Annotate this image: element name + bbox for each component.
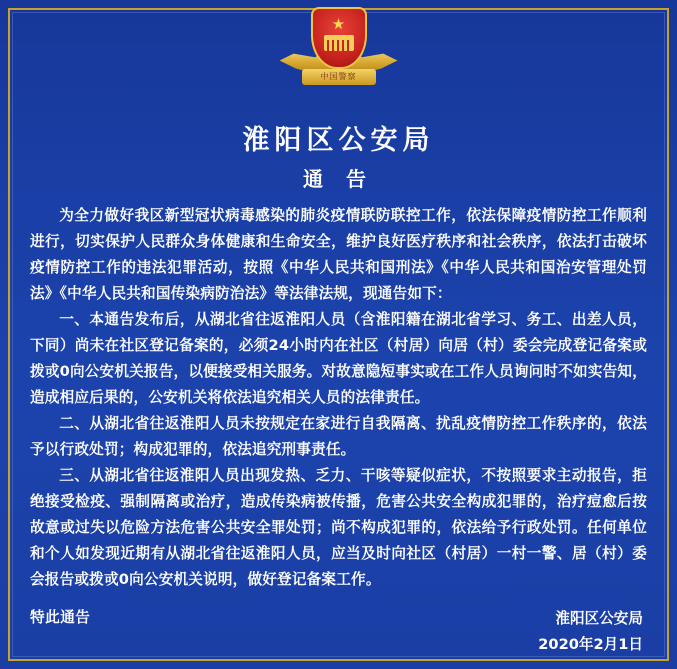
emblem-shield-icon bbox=[311, 7, 367, 69]
emblem-gate-icon bbox=[324, 35, 354, 51]
signature-issuer: 淮阳区公安局 bbox=[555, 610, 643, 627]
paragraph-item-3: 三、从湖北省往返淮阳人员出现发热、乏力、干咳等疑似症状，不按照要求主动报告，拒绝接受检疫、强制隔离或治疗，造成传染病被传播，危害公共安全构成犯罪的，治疗痘愈后按故意或过失以危险方法危害公共安全罪处罚；尚不构成犯罪的，依法给予行政处罚。任何单位和个人如发现近期有从湖北省往返淮阳人员，应当及时向社区（村居）一村一警、居（村）委会报告或拨戓0向公安机关说明，做好登记备案工作。 bbox=[30, 467, 647, 588]
document-body bbox=[30, 203, 647, 593]
paragraph-item-2: 二、从湖北省往返淮阳人员未按规定在家进行自我隔离、扰乱疫情防控工作秩序的，依法予以行政处罚；构成犯罪的，依法追究刑事责任。 bbox=[30, 415, 647, 458]
emblem-star-icon: ★ bbox=[331, 15, 346, 33]
paragraph-item-1: 一、本通告发布后，从湖北省往返淮阳人员（含淮阳籍在湖北省学习、务工、出差人员，下同）尚未在社区登记备案的，必须24小时内在社区（村居）向居（村）委会完成登记备案或拨戓0向公安机关报告，以便接受相关服务。对故意隐短事实或在工作人员询问时不如实告知，造成相应后果的，公安机关将依法追究相关人员的法律责任。 bbox=[30, 311, 647, 406]
signature-date: 2020年2月1日 bbox=[538, 636, 643, 653]
emblem-banner-label: 中国警察 bbox=[320, 72, 357, 81]
emblem-banner bbox=[302, 69, 376, 85]
paragraph-intro: 为全力做好我区新型冠状病毒感染的肺炎疫情联防联控工作，依法保障疫情防控工作顺利进行，切实保护人民群众身体健康和生命安全，维护良好医疗秩序和社会秩序，依法打击破坏疫情防控工作的违法犯罪活动，按照《中华人民共和国刑法》《中华人民共和国治安管理处罚法》《中华人民共和国传染病防治法》等法律法规，现通告如下： bbox=[30, 207, 647, 302]
signature-block bbox=[538, 606, 643, 658]
page-subtitle: 通 告 bbox=[303, 167, 374, 191]
page-title: 淮阳区公安局 bbox=[242, 125, 435, 156]
police-emblem-icon bbox=[280, 7, 398, 93]
emblem-container bbox=[0, 4, 677, 96]
closing-statement: 特此通告 bbox=[30, 609, 91, 626]
